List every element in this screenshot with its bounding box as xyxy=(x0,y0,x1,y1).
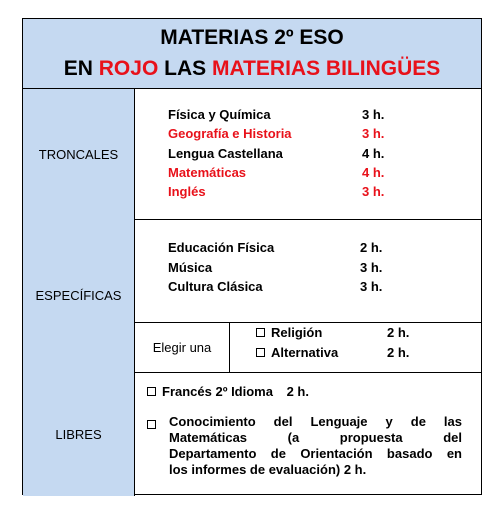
libre-option-label: Francés 2º Idioma xyxy=(162,384,273,399)
option-label: Alternativa xyxy=(271,345,339,360)
category-especificas: ESPECÍFICAS xyxy=(23,219,135,372)
troncal-subject: Física y Química xyxy=(168,107,271,122)
especifica-hours: 3 h. xyxy=(360,260,383,275)
libre-option-line: Matemáticas (a propuesta del xyxy=(169,430,462,445)
table-header xyxy=(23,19,481,89)
especifica-subject: Música xyxy=(168,260,213,275)
troncal-subject: Lengua Castellana xyxy=(168,146,283,161)
troncal-subject: Inglés xyxy=(168,184,206,199)
checkbox-icon xyxy=(147,387,156,396)
troncal-hours: 3 h. xyxy=(362,184,385,199)
category-troncales: TRONCALES xyxy=(23,89,135,219)
header-word-rojo: ROJO xyxy=(98,57,159,80)
checkbox-icon xyxy=(147,420,156,429)
especifica-subject: Cultura Clásica xyxy=(168,279,263,294)
elegir-una-label: Elegir una xyxy=(135,322,230,372)
especifica-subject: Educación Física xyxy=(168,240,275,255)
troncal-subject: Matemáticas xyxy=(168,165,247,180)
libre-option-frances xyxy=(147,384,309,399)
especifica-hours: 2 h. xyxy=(360,240,383,255)
subjects-table xyxy=(22,18,482,495)
option-hours: 2 h. xyxy=(387,325,410,340)
libre-option-hours: 2 h. xyxy=(286,384,309,399)
header-title: MATERIAS 2º ESO xyxy=(160,26,344,49)
troncal-hours: 4 h. xyxy=(362,146,385,161)
libre-option-line: los informes de evaluación) 2 h. xyxy=(169,462,367,477)
checkbox-icon xyxy=(256,328,265,337)
troncal-hours: 3 h. xyxy=(362,107,385,122)
libre-option-line: Conocimiento del Lenguaje y de las xyxy=(169,414,462,429)
option-alternativa xyxy=(256,345,338,360)
especifica-hours: 3 h. xyxy=(360,279,383,294)
category-libres: LIBRES xyxy=(23,372,135,496)
option-hours: 2 h. xyxy=(387,345,410,360)
option-religion xyxy=(256,325,322,340)
header-word-las: LAS xyxy=(164,57,207,80)
header-word-en: EN xyxy=(63,57,93,80)
troncal-hours: 3 h. xyxy=(362,126,385,141)
header-subtitle xyxy=(23,57,481,81)
option-label: Religión xyxy=(271,325,323,340)
header-word-materias-bilingues: MATERIAS BILINGÜES xyxy=(211,57,441,80)
troncal-hours: 4 h. xyxy=(362,165,385,180)
libre-option-line: Departamento de Orientación basado en xyxy=(169,446,462,461)
checkbox-icon xyxy=(256,348,265,357)
troncal-subject: Geografía e Historia xyxy=(168,126,292,141)
